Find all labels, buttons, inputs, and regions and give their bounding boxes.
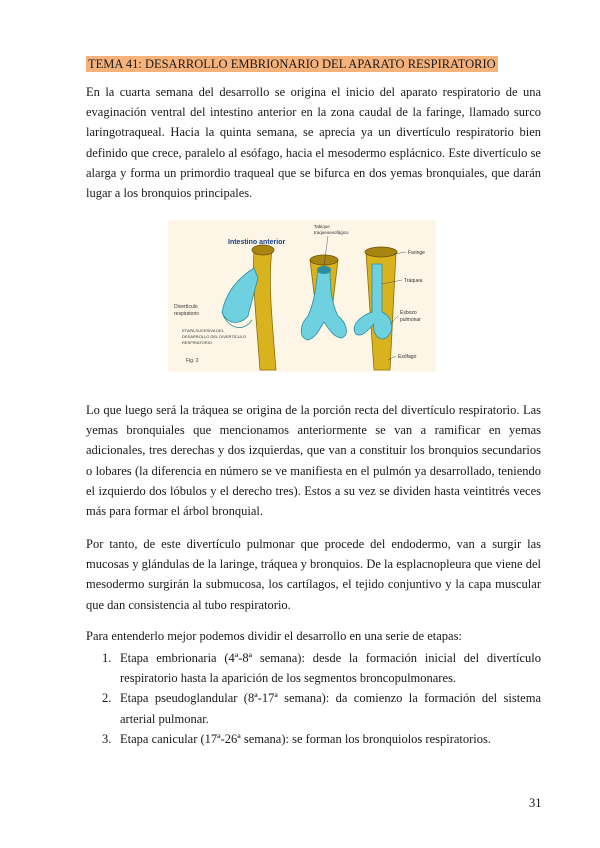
paragraph-trachea: Lo que luego será la tráquea se origina de la porción recta del divertículo respiratorio. Las yemas bronquiales que mencionamos anteriormente se van a ramificar en yemas adicionales, tres derechas y dos izquierdas, que van a constituir los bronquios secundarios o lobares (la diferencia en número se ve manifiesta en el pulmón ya desarrollado, teniendo el izquierdo dos lóbulos y el derecho tres). Estos a su vez se dividen hasta veintitrés veces más para formar el árbol bronquial. xyxy=(86,403,541,519)
label-tabique-2: traqueoesofágico xyxy=(314,230,349,235)
list-item-text: Etapa pseudoglandular (8ª-17ª semana): da comienzo la formación del sistema arterial pulmonar. xyxy=(120,691,541,726)
list-item-text: Etapa canicular (17ª-26ª semana): se forman los bronquiolos respiratorios. xyxy=(120,731,492,746)
label-faringe: Faringe xyxy=(408,250,425,256)
trachea-opening xyxy=(317,266,331,274)
stages-list xyxy=(86,648,541,749)
list-item-number: 3. xyxy=(102,731,112,746)
pharynx-opening-right xyxy=(365,247,397,257)
foregut-opening xyxy=(252,245,274,255)
caption-line-1: ETAPA SUCESIVA DEL xyxy=(182,328,225,333)
label-esofago: Esófago xyxy=(398,354,417,360)
list-item-number: 1. xyxy=(102,651,112,665)
list-item xyxy=(86,729,541,749)
page-number: 31 xyxy=(529,796,542,810)
label-intestino: Intestino anterior xyxy=(228,239,286,246)
label-tabique-1: Tabique xyxy=(314,224,330,229)
label-traquea: Tráquea xyxy=(404,278,423,284)
pharynx-opening xyxy=(310,255,338,265)
list-item xyxy=(86,648,541,688)
paragraph-stages-intro: Para entenderlo mejor podemos dividir el desarrollo en una serie de etapas: xyxy=(86,629,462,643)
paragraph-origin: Por tanto, de este divertículo pulmonar que procede del endodermo, van a surgir las mucosas y glándulas de la laringe, tráquea y bronquios. De la esplacnopleura que viene del mesodermo surgirán la submucosa, los cartílagos, el tejido conjuntivo y la capa muscular que dan consistencia al tubo respiratorio. xyxy=(86,537,541,612)
list-item xyxy=(86,688,541,728)
page-title: TEMA 41: DESARROLLO EMBRIONARIO DEL APARATO RESPIRATORIO xyxy=(88,57,496,71)
label-diverticulo-2: respiratorio xyxy=(174,311,200,317)
caption-line-2: DESARROLLO DEL DIVERTÍCULO xyxy=(182,334,247,339)
label-esbozo-1: Esbozo xyxy=(400,310,417,316)
caption-line-3: RESPIRATORIO xyxy=(182,340,212,345)
figure-background xyxy=(168,220,436,372)
embryo-figure xyxy=(168,220,436,372)
label-diverticulo-1: Divertículo xyxy=(174,304,198,310)
list-item-text: Etapa embrionaria (4ª-8ª semana): desde la formación inicial del divertículo respiratorio hasta la aparición de los segmentos broncopulmonares. xyxy=(120,651,541,686)
figure-number: Fig. 2 xyxy=(186,358,199,364)
label-esbozo-2: pulmonar xyxy=(400,317,421,323)
paragraph-intro: En la cuarta semana del desarrollo se origina el inicio del aparato respiratorio de una evaginación ventral del intestino anterior en la zona caudal de la faringe, llamado surco laringotraqueal. Hacia la quinta semana, se aprecia ya un divertículo respiratorio bien definido que crece, paralelo al esófago, hacia el mesodermo esplácnico. Este divertículo se alarga y forma un primordio traqueal que se bifurca en dos yemas bronquiales, que darán lugar a los bronquios principales. xyxy=(86,85,541,201)
list-item-number: 2. xyxy=(102,691,112,706)
